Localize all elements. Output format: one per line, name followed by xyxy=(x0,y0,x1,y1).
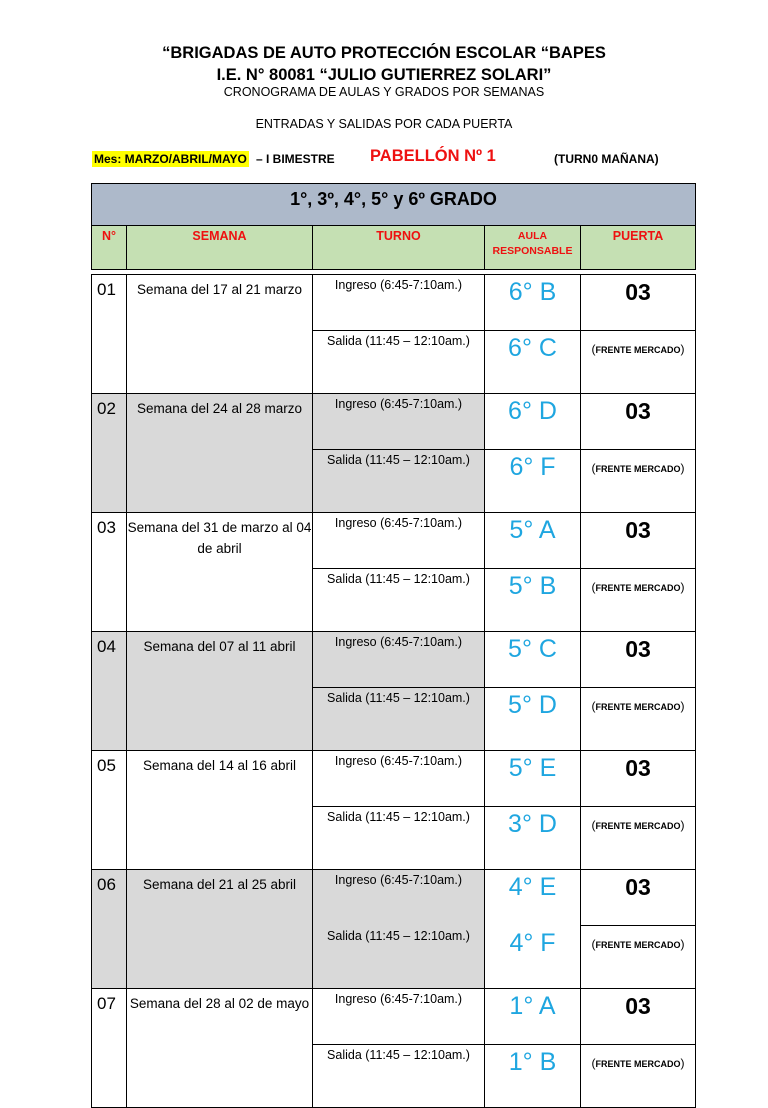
row-number: 05 xyxy=(92,751,127,870)
bimester-label: – I BIMESTRE xyxy=(256,152,335,166)
table-row xyxy=(92,394,696,450)
table-row xyxy=(92,513,696,569)
door-location-text: FRENTE MERCADO xyxy=(595,464,681,474)
row-week: Semana del 28 al 02 de mayo xyxy=(127,989,313,1108)
col-header-turno: TURNO xyxy=(313,226,485,270)
paren-open: ( xyxy=(591,461,596,475)
pavilion-label: PABELLÓN Nº 1 xyxy=(370,147,496,165)
row-aula-entry: 5° A xyxy=(485,513,581,569)
row-aula-entry: 6° D xyxy=(485,394,581,450)
door-location-text: FRENTE MERCADO xyxy=(595,345,681,355)
row-entry-time: Ingreso (6:45-7:10am.) xyxy=(313,870,485,926)
schedule-table xyxy=(91,183,696,1108)
row-door: 03 xyxy=(581,870,696,926)
row-door-location xyxy=(581,926,696,989)
row-week: Semana del 21 al 25 abril xyxy=(127,870,313,989)
row-entry-time: Ingreso (6:45-7:10am.) xyxy=(313,632,485,688)
row-aula-entry: 4° E xyxy=(485,870,581,926)
row-number: 04 xyxy=(92,632,127,751)
row-aula-exit: 1° B xyxy=(485,1045,581,1108)
paren-open: ( xyxy=(591,818,596,832)
row-aula-exit: 3° D xyxy=(485,807,581,870)
row-exit-time: Salida (11:45 – 12:10am.) xyxy=(313,807,485,870)
col-header-semana: SEMANA xyxy=(127,226,313,270)
doc-subtitle-doors: ENTRADAS Y SALIDAS POR CADA PUERTA xyxy=(255,117,513,131)
doc-title-line1: “BRIGADAS DE AUTO PROTECCIÓN ESCOLAR “BAPES xyxy=(162,44,606,62)
table-row xyxy=(92,751,696,807)
door-location-text: FRENTE MERCADO xyxy=(595,702,681,712)
row-number: 01 xyxy=(92,275,127,394)
row-entry-time: Ingreso (6:45-7:10am.) xyxy=(313,751,485,807)
paren-open: ( xyxy=(591,699,596,713)
row-week: Semana del 31 de marzo al 04 de abril xyxy=(127,513,313,632)
row-entry-time: Ingreso (6:45-7:10am.) xyxy=(313,513,485,569)
row-aula-entry: 6° B xyxy=(485,275,581,331)
paren-close: ) xyxy=(680,580,685,594)
row-entry-time: Ingreso (6:45-7:10am.) xyxy=(313,989,485,1045)
row-exit-time: Salida (11:45 – 12:10am.) xyxy=(313,926,485,989)
row-exit-time: Salida (11:45 – 12:10am.) xyxy=(313,1045,485,1108)
door-location-text: FRENTE MERCADO xyxy=(595,940,681,950)
table-row xyxy=(92,989,696,1045)
row-week: Semana del 14 al 16 abril xyxy=(127,751,313,870)
door-location-text: FRENTE MERCADO xyxy=(595,1059,681,1069)
doc-subtitle: CRONOGRAMA DE AULAS Y GRADOS POR SEMANAS xyxy=(223,85,545,99)
row-aula-entry: 5° C xyxy=(485,632,581,688)
door-location-text: FRENTE MERCADO xyxy=(595,583,681,593)
row-door-location xyxy=(581,688,696,751)
row-week: Semana del 07 al 11 abril xyxy=(127,632,313,751)
paren-close: ) xyxy=(680,818,685,832)
row-exit-time: Salida (11:45 – 12:10am.) xyxy=(313,450,485,513)
row-aula-entry: 1° A xyxy=(485,989,581,1045)
row-door-location xyxy=(581,1045,696,1108)
table-row xyxy=(92,632,696,688)
table-row xyxy=(92,275,696,331)
row-week: Semana del 17 al 21 marzo xyxy=(127,275,313,394)
row-aula-exit: 6° C xyxy=(485,331,581,394)
row-door: 03 xyxy=(581,632,696,688)
paren-open: ( xyxy=(591,580,596,594)
row-entry-time: Ingreso (6:45-7:10am.) xyxy=(313,275,485,331)
paren-open: ( xyxy=(591,937,596,951)
paren-open: ( xyxy=(591,1056,596,1070)
row-number: 06 xyxy=(92,870,127,989)
row-week: Semana del 24 al 28 marzo xyxy=(127,394,313,513)
table-title: 1°, 3º, 4°, 5° y 6º GRADO xyxy=(92,184,696,226)
row-door: 03 xyxy=(581,989,696,1045)
row-entry-time: Ingreso (6:45-7:10am.) xyxy=(313,394,485,450)
table-row xyxy=(92,870,696,926)
row-number: 07 xyxy=(92,989,127,1108)
door-location-text: FRENTE MERCADO xyxy=(595,821,681,831)
row-aula-exit: 5° B xyxy=(485,569,581,632)
paren-close: ) xyxy=(680,699,685,713)
paren-open: ( xyxy=(591,342,596,356)
row-door-location xyxy=(581,807,696,870)
paren-close: ) xyxy=(680,461,685,475)
row-door-location xyxy=(581,331,696,394)
row-exit-time: Salida (11:45 – 12:10am.) xyxy=(313,569,485,632)
row-aula-exit: 5° D xyxy=(485,688,581,751)
info-line xyxy=(0,146,768,174)
month-label: Mes: MARZO/ABRIL/MAYO xyxy=(94,152,247,166)
col-header-puerta: PUERTA xyxy=(581,226,696,270)
doc-title-line2: I.E. N° 80081 “JULIO GUTIERREZ SOLARI” xyxy=(216,66,552,84)
row-door: 03 xyxy=(581,751,696,807)
row-door: 03 xyxy=(581,394,696,450)
row-aula-entry: 5° E xyxy=(485,751,581,807)
row-door-location xyxy=(581,450,696,513)
row-exit-time: Salida (11:45 – 12:10am.) xyxy=(313,688,485,751)
paren-close: ) xyxy=(680,1056,685,1070)
row-door: 03 xyxy=(581,513,696,569)
row-exit-time: Salida (11:45 – 12:10am.) xyxy=(313,331,485,394)
col-header-aula: AULA RESPONSABLE xyxy=(485,226,581,270)
row-door: 03 xyxy=(581,275,696,331)
row-door-location xyxy=(581,569,696,632)
row-number: 03 xyxy=(92,513,127,632)
row-aula-exit: 6° F xyxy=(485,450,581,513)
shift-label: (TURN0 MAÑANA) xyxy=(554,152,659,166)
col-header-num: N° xyxy=(92,226,127,270)
paren-close: ) xyxy=(680,342,685,356)
paren-close: ) xyxy=(680,937,685,951)
row-number: 02 xyxy=(92,394,127,513)
row-aula-exit: 4° F xyxy=(485,926,581,989)
